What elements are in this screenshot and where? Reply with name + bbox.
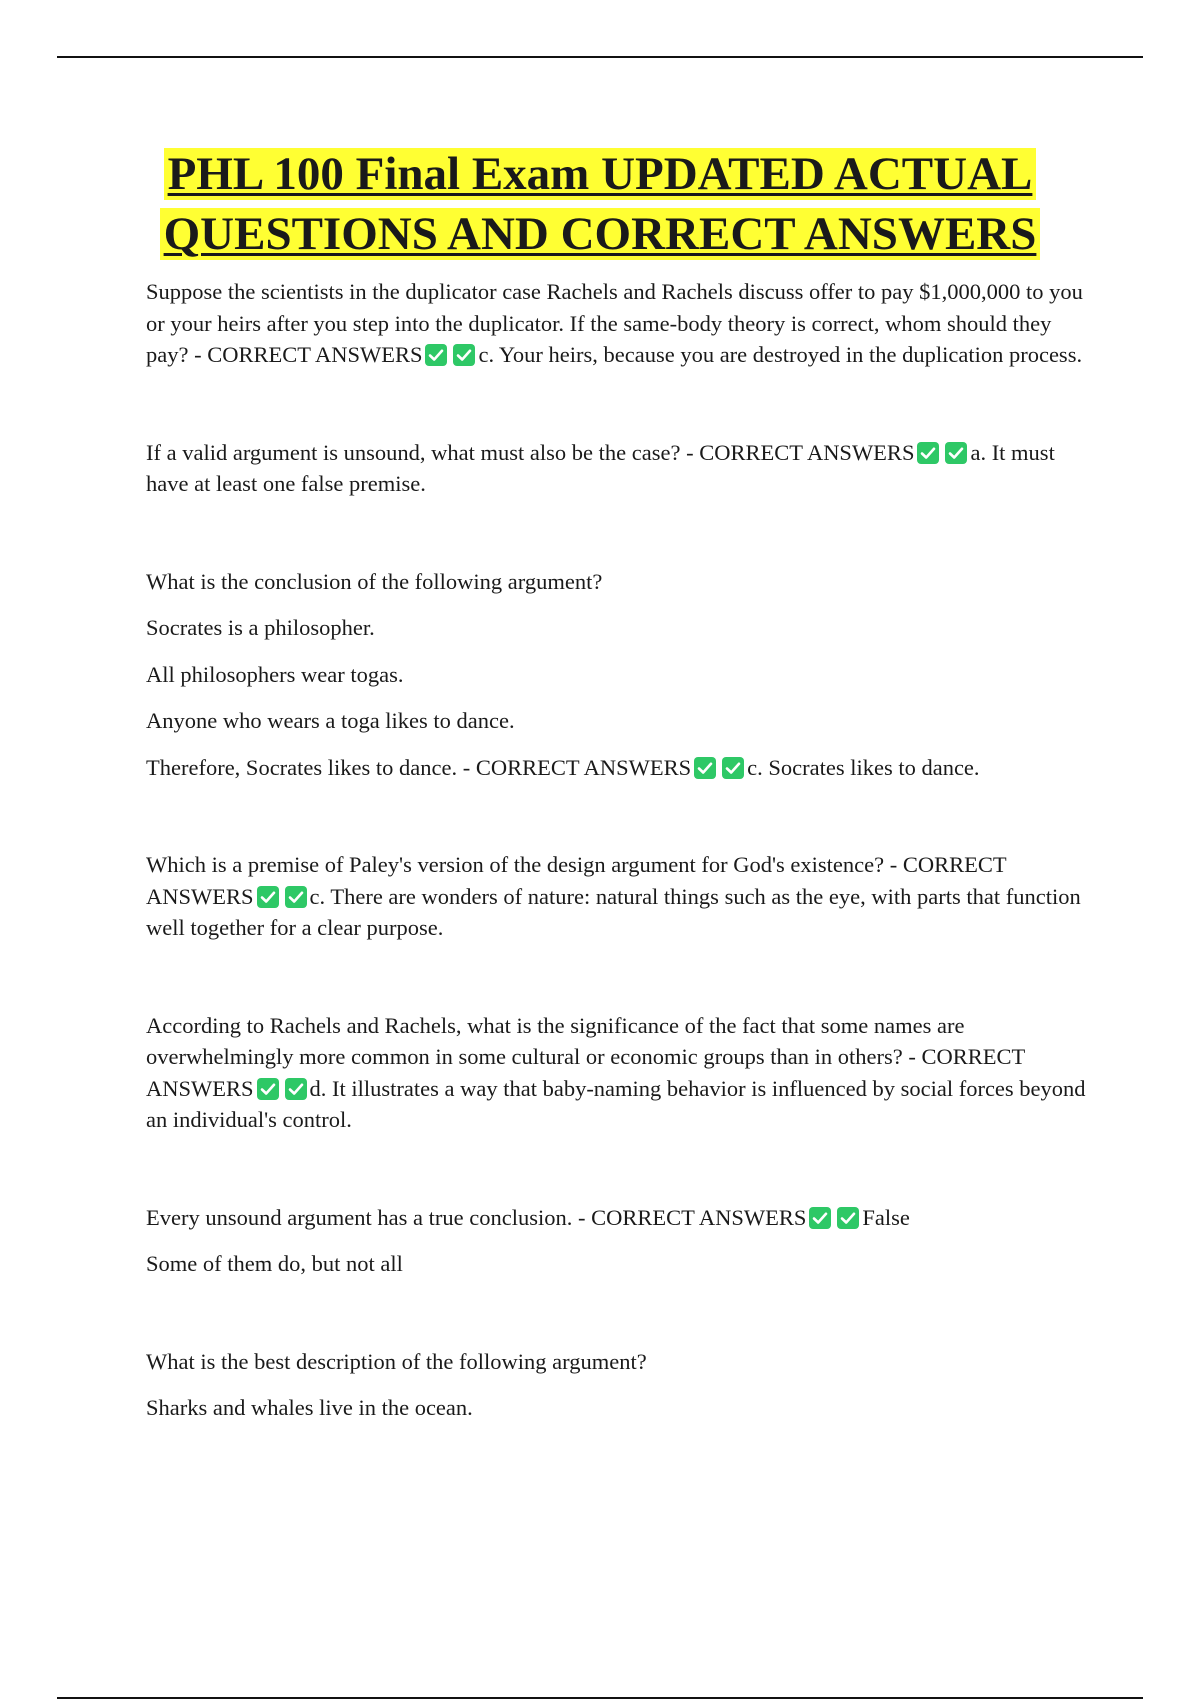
answer-note [146,1248,1091,1280]
question-text: Every unsound argument has a true conclusion. [146,1204,573,1230]
qa-item [146,849,1091,944]
question-line [146,566,1091,598]
answer-text: a. It must have at least one false premise. [146,439,1055,496]
question-text: What is the conclusion of the following argument? [146,568,603,594]
check-mark-button-icon [837,1207,859,1229]
check-mark-button-icon [453,344,475,366]
answer-text: c. Your heirs, because you are destroyed in the duplication process. [478,342,1083,367]
check-mark-button-icon [694,757,716,779]
answer-note-text: Some of them do, but not all [146,1251,403,1276]
check-mark-button-icon [257,1078,279,1100]
qa-item [146,437,1091,500]
document-title [0,144,1200,264]
question-line [146,659,1091,691]
correct-answers-marker: - CORRECT ANSWERS [680,439,915,465]
question-line [146,276,1091,371]
check-mark-button-icon [945,442,967,464]
title-line-2: QUESTIONS AND CORRECT ANSWERS [160,208,1041,260]
qa-item [146,1202,1091,1280]
correct-answers-marker: - CORRECT ANSWERS [146,1044,1025,1101]
question-line [146,1202,1091,1234]
question-answer-list [146,276,1091,1490]
question-text: If a valid argument is unsound, what must also be the case? [146,439,681,465]
question-text: Suppose the scientists in the duplicator case Rachels and Rachels discuss offer to pay $1,000,000 to you or your heirs after you step into the duplicator. If the same-body theory is correct, whom should they pay? [146,279,1083,367]
answer-text: c. Socrates likes to dance. [747,754,980,780]
check-mark-button-icon [425,344,447,366]
check-mark-button-icon [809,1207,831,1229]
qa-item [146,1346,1091,1424]
question-text: According to Rachels and Rachels, what is the significance of the fact that some names are overwhelmingly more common in some cultural or economic groups than in others? [146,1012,965,1069]
question-text: Sharks and whales live in the ocean. [146,1395,473,1420]
question-text: Therefore, Socrates likes to dance. [146,754,458,780]
question-text: Socrates is a philosopher. [146,615,375,640]
question-line [146,1346,1091,1378]
qa-item [146,1010,1091,1136]
question-line [146,612,1091,644]
question-text: All philosophers wear togas. [146,661,404,687]
answer-text: d. It illustrates a way that baby-naming behavior is influenced by social forces beyond an individual's control. [146,1075,1086,1132]
question-text: Which is a premise of Paley's version of the design argument for God's existence? [146,852,885,877]
check-mark-button-icon [257,886,279,908]
answer-text: False [862,1204,910,1230]
question-line [146,1010,1091,1136]
question-text: Anyone who wears a toga likes to dance. [146,708,515,733]
correct-answers-marker: - CORRECT ANSWERS [457,754,692,780]
bottom-rule [57,1697,1143,1699]
qa-item [146,566,1091,784]
question-line [146,437,1091,500]
check-mark-button-icon [722,757,744,779]
check-mark-button-icon [285,1078,307,1100]
question-line [146,705,1091,737]
qa-item [146,276,1091,371]
correct-answers-marker: - CORRECT ANSWERS [572,1204,807,1230]
answer-text: c. There are wonders of nature: natural things such as the eye, with parts that function well together for a clear purpose. [146,883,1081,940]
check-mark-button-icon [917,442,939,464]
check-mark-button-icon [285,886,307,908]
question-text: What is the best description of the following argument? [146,1348,647,1374]
question-line [146,752,1091,784]
title-line-1: PHL 100 Final Exam UPDATED ACTUAL [164,148,1037,200]
top-rule [57,56,1143,58]
correct-answers-marker: - CORRECT ANSWERS [146,852,1007,909]
question-line [146,849,1091,944]
correct-answers-marker: - CORRECT ANSWERS [188,342,423,367]
question-line [146,1392,1091,1424]
